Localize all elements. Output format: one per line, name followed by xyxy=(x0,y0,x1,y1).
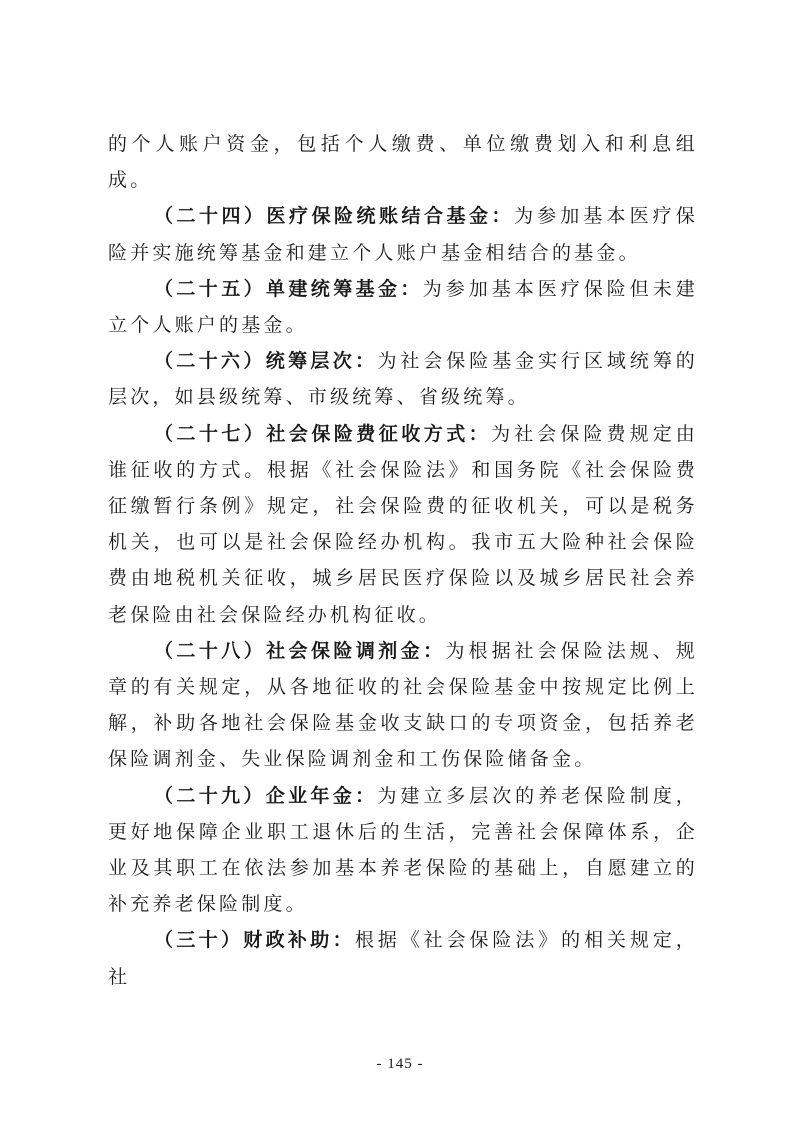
paragraph-25 xyxy=(108,271,698,343)
definition-term: （二十七）社会保险费征收方式： xyxy=(154,422,492,445)
page-number: - 145 - xyxy=(376,1056,424,1072)
paragraph-27 xyxy=(108,416,698,633)
definition-text: 根据《社会保险法》的相关规定，社 xyxy=(108,929,698,988)
definition-term: （二十五）单建统筹基金： xyxy=(154,277,423,300)
definition-text: 为建立多层次的养老保险制度，更好地保障企业职工退休后的生活，完善社会保障体系，企业及其职工在依法参加基本养老保险的基础上，自愿建立的补充养老保险制度。 xyxy=(108,784,698,916)
definition-text: 为参加基本医疗保险但未建立个人账户的基金。 xyxy=(108,277,698,337)
paragraph-28 xyxy=(108,633,698,778)
definition-term: （二十九）企业年金： xyxy=(154,784,378,807)
paragraph-30 xyxy=(108,922,698,994)
definition-text: 为参加基本医疗保险并实施统筹基金和建立个人账户基金相结合的基金。 xyxy=(108,205,698,264)
document-body xyxy=(108,126,698,995)
definition-term: （三十）财政补助： xyxy=(154,929,355,952)
definition-term: （二十八）社会保险调剂金： xyxy=(154,639,446,662)
paragraph-29 xyxy=(108,778,698,923)
paragraph-26 xyxy=(108,343,698,415)
paragraph-continuation xyxy=(108,126,698,198)
definition-term: （二十四）医疗保险统账结合基金： xyxy=(154,205,515,228)
paragraph-24 xyxy=(108,198,698,270)
definition-term: （二十六）统筹层次： xyxy=(154,350,378,373)
paragraph-text: 的个人账户资金，包括个人缴费、单位缴费划入和利息组成。 xyxy=(108,133,698,192)
definition-text: 为根据社会保险法规、规章的有关规定，从各地征收的社会保险基金中按规定比例上解，补助各地社会保险基金收支缺口的专项资金，包括养老保险调剂金、失业保险调剂金和工伤保险储备金。 xyxy=(108,639,698,771)
definition-text: 为社会保险费规定由谁征收的方式。根据《社会保险法》和国务院《社会保险费征缴暂行条例》规定，社会保险费的征收机关，可以是税务机关，也可以是社会保险经办机构。我市五大险种社会保险费由地税机关征收，城乡居民医疗保险以及城乡居民社会养老保险由社会保险经办机构征收。 xyxy=(108,422,698,626)
definition-text: 为社会保险基金实行区域统筹的层次，如县级统筹、市级统筹、省级统筹。 xyxy=(108,350,698,409)
